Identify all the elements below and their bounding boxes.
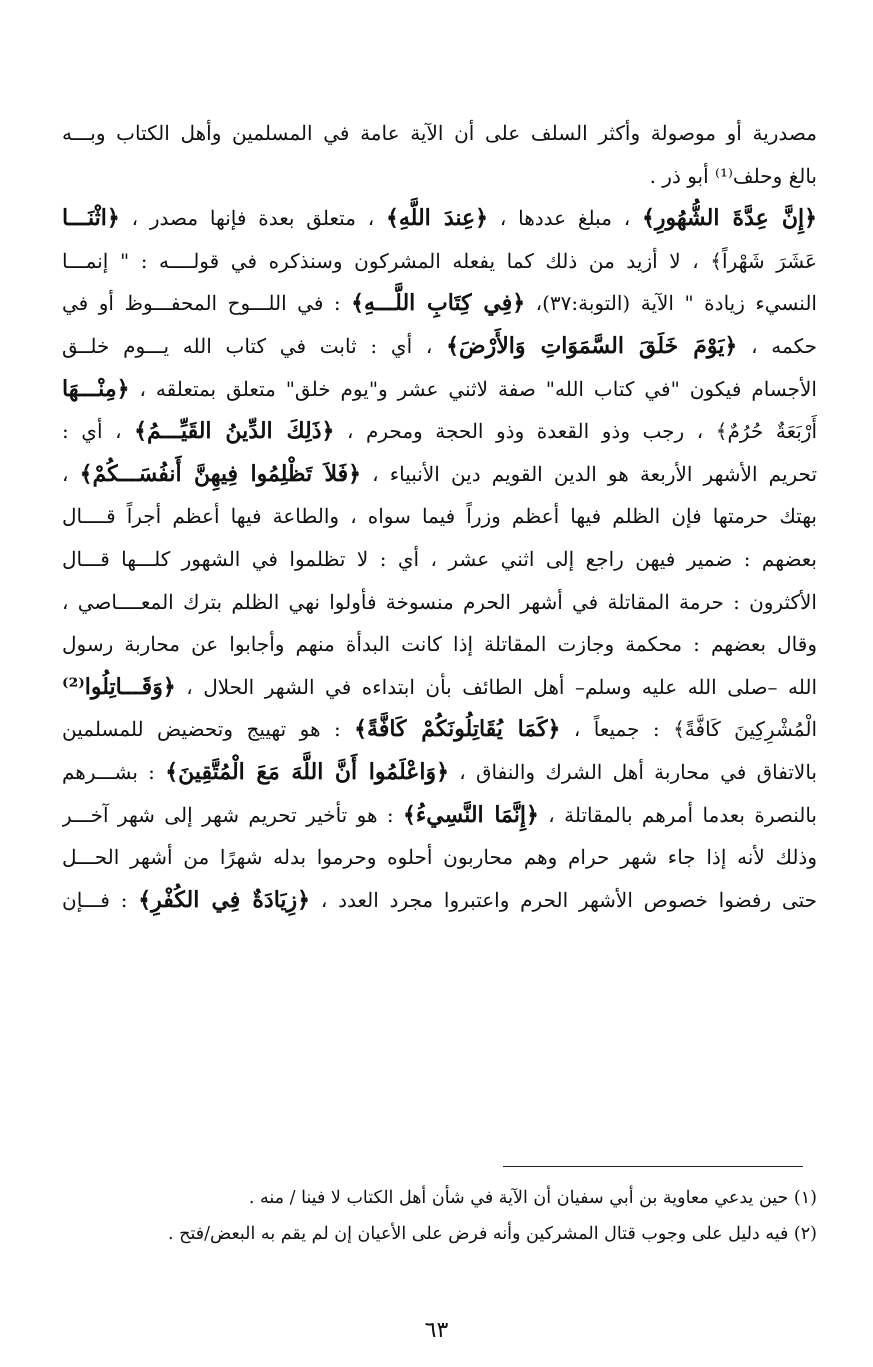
main-text [62, 112, 817, 921]
text-line: عَشَرَ شَهْراً﴾ ، لا أزيد من ذلك كما يفعله المشركون وسنذكره في قولــــه : " إنمـــا [62, 248, 817, 273]
text-line: بعضهم : ضمير فيهن راجع إلى اثني عشر ، أي : لا تظلموا في الشهور كلـــها قـــال [62, 546, 817, 571]
quran-quote: ﴿فِي كِتَابِ اللَّـــهِ﴾ [351, 290, 526, 317]
text-line: بالغ وحلف⁽¹⁾ أبو ذر . [649, 163, 817, 188]
footnote-1: (١) حين يدعي معاوية بن أبي سفيان أن الآية في شأن أهل الكتاب لا فينا / منه . [248, 1188, 817, 1208]
footnote-2: (٢) فيه دليل على وجوب قتال المشركين وأنه فرض على الأعيان إن لم يقم به البعض/فتح . [168, 1224, 817, 1244]
text-line: الْمُشْرِكِينَ كَافَّةً﴾ : جميعاً ، ﴿كَمَا يُقَاتِلُونَكُمْ كَافَّةً﴾ : هو تهييج وتحضيض للمسلمين [62, 716, 817, 743]
quran-quote: ﴿ذَلِكَ الدِّينُ القَيِّـــمُ﴾ [134, 418, 335, 445]
text-line: حكمه ، ﴿يَوْمَ خَلَقَ السَّمَوَاتِ وَالأَرْضَ﴾ ، أي : ثابت في كتاب الله يـــوم خلــق [62, 332, 817, 359]
quran-quote: ﴿اثْنَـــا [62, 205, 120, 232]
quran-quote: ﴿يَوْمَ خَلَقَ السَّمَوَاتِ وَالأَرْضَ﴾ [446, 332, 738, 359]
quran-quote: ﴿كَمَا يُقَاتِلُونَكُمْ كَافَّةً﴾ [354, 716, 561, 743]
text-line: حتى رفضوا خصوص الأشهر الحرم واعتبروا مجرد العدد ، ﴿زِيَادَةٌ فِي الكُفْرِ﴾ : فـــإن [62, 886, 817, 913]
text-line: ﴿إِنَّ عِدَّةَ الشُّهُورِ﴾ ، مبلغ عددها ، ﴿عِندَ اللَّهِ﴾ ، متعلق بعدة فإنها مصدر ، ﴿اثْنَـــا [62, 205, 817, 232]
text-line: بالنصرة بعدما أمرهم بالمقاتلة ، ﴿إِنَّمَا النَّسِيءُ﴾ : هو تأخير تحريم شهر إلى شهر آخـــر [62, 801, 817, 828]
text-line: النسيء زيادة " الآية (التوبة:٣٧)، ﴿فِي كِتَابِ اللَّـــهِ﴾ : في اللـــوح المحفـــوظ أو في [62, 290, 817, 317]
footnotes [62, 1180, 817, 1252]
text-line: بالاتفاق في محاربة أهل الشرك والنفاق ، ﴿وَاعْلَمُوا أَنَّ اللَّهَ مَعَ الْمُتَّقِينَ﴾ : بشـــرهم [62, 758, 817, 785]
quran-quote: ﴿فَلاَ تَظْلِمُوا فِيهِنَّ أَنفُسَـــكُمْ﴾ [79, 460, 362, 487]
text-line: وذلك لأنه إذا جاء شهر حرام وهم محاربون أحلوه وحرموا بدله شهرًا من أشهر الحـــل [62, 845, 817, 870]
quran-quote: ﴿إِنَّمَا النَّسِيءُ﴾ [403, 801, 539, 828]
text-line: الأجسام فيكون "في كتاب الله" صفة لاثني عشر و"يوم خلق" متعلق بمتعلقه ، ﴿مِنْـــهَا [62, 375, 817, 402]
text-line: مصدرية أو موصولة وأكثر السلف على أن الآية عامة في المسلمين وأهل الكتاب وبـــه [62, 121, 817, 145]
page-number: ٦٣ [424, 1318, 449, 1343]
text-line: أَرْبَعَةٌ حُرُمٌ﴾ ، رجب وذو القعدة وذو الحجة ومحرم ، ﴿ذَلِكَ الدِّينُ القَيِّـــمُ﴾ ، أي : [62, 418, 817, 445]
quran-quote: ﴿وَقَـــاتِلُوا⁽²⁾ [62, 673, 176, 700]
quran-quote: ﴿وَاعْلَمُوا أَنَّ اللَّهَ مَعَ الْمُتَّقِينَ﴾ [165, 758, 449, 785]
footnote-divider [503, 1166, 803, 1167]
text-line: وقال بعضهم : محكمة وجازت المقاتلة إذا كانت البدأة منهم وأجابوا عن محاربة رسول [62, 632, 817, 657]
text-line: بهتك حرمتها فإن الظلم فيها أعظم وزراً فيما سواه ، والطاعة فيها أعظم أجراً قــــال [62, 504, 817, 529]
text-line: الله –صلى الله عليه وسلم– أهل الطائف بأن ابتداءه في الشهر الحلال ، ﴿وَقَـــاتِلُوا⁽²⁾ [62, 673, 817, 700]
quran-quote: ﴿إِنَّ عِدَّةَ الشُّهُورِ﴾ [641, 205, 817, 232]
text-line: الأكثرون : حرمة المقاتلة في أشهر الحرم منسوخة فأولوا نهي الظلم بترك المعــــاصي ، [62, 589, 817, 614]
quran-quote: ﴿عِندَ اللَّهِ﴾ [385, 205, 489, 232]
quran-quote: ﴿زِيَادَةٌ فِي الكُفْرِ﴾ [138, 886, 311, 913]
quran-quote: ﴿مِنْـــهَا [62, 375, 130, 402]
text-line: تحريم الأشهر الأربعة هو الدين القويم دين الأنبياء ، ﴿فَلاَ تَظْلِمُوا فِيهِنَّ أَنفُسَـــكُمْ﴾ ، [62, 460, 817, 487]
